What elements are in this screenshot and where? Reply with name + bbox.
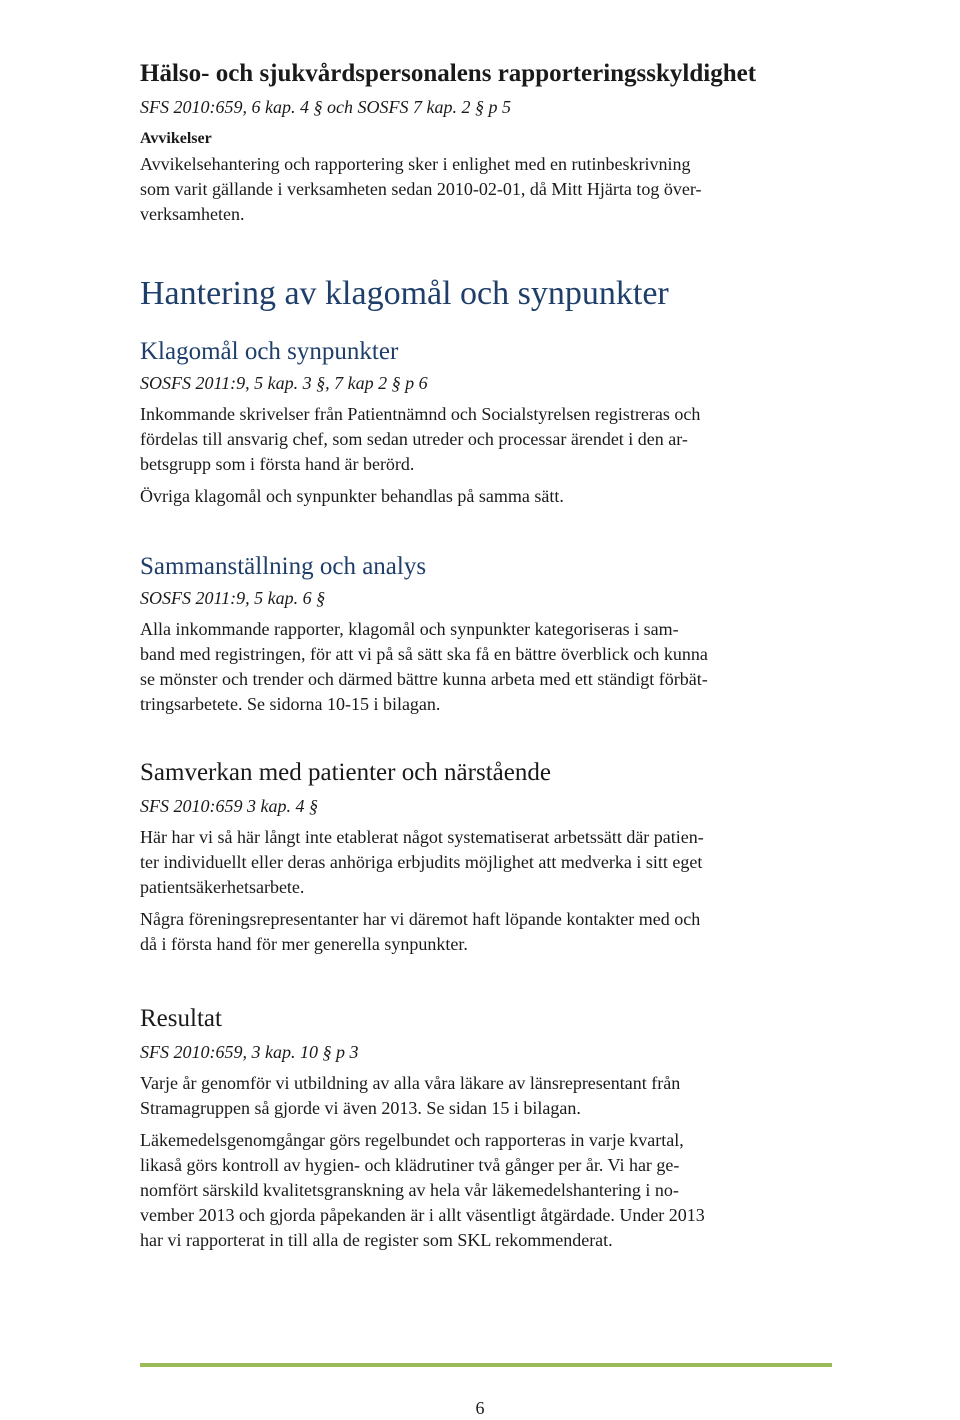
results-medication-paragraph	[140, 1128, 830, 1253]
complaints-paragraph	[140, 402, 830, 477]
analysis-subsection-title: Sammanställning och analys	[140, 553, 427, 580]
deviations-paragraph	[140, 152, 830, 227]
analysis-reference: SOSFS 2011:9, 5 kap. 6 §	[140, 588, 326, 608]
paragraph-line: ter individuellt eller deras anhöriga erbjudits möjlighet att medverka i sitt eget	[140, 852, 703, 872]
deviations-subheading: Avvikelser	[140, 130, 212, 147]
paragraph-line: Stramagruppen så gjorde vi även 2013. Se sidan 15 i bilagan.	[140, 1098, 581, 1118]
paragraph-line: nomfört särskild kvalitetsgranskning av hela vår läkemedelshantering i no-	[140, 1180, 679, 1200]
paragraph-line: har vi rapporterat in till alla de register som SKL rekommenderat.	[140, 1230, 613, 1250]
cooperation-paragraph	[140, 825, 830, 900]
reporting-duty-heading: Hälso- och sjukvårdspersonalens rapporteringsskyldighet	[140, 60, 757, 87]
paragraph-line: tringsarbetete. Se sidorna 10-15 i bilagan.	[140, 694, 441, 714]
complaints-section-title: Hantering av klagomål och synpunkter	[140, 275, 669, 312]
complaints-subsection-title: Klagomål och synpunkter	[140, 338, 399, 365]
complaints-other-paragraph	[140, 484, 830, 509]
analysis-paragraph	[140, 617, 830, 717]
paragraph-line: fördelas till ansvarig chef, som sedan utreder och processar ärendet i den ar-	[140, 429, 688, 449]
paragraph-line: Här har vi så här långt inte etablerat något systematiserat arbetssätt där patien-	[140, 827, 704, 847]
paragraph-line: Alla inkommande rapporter, klagomål och synpunkter kategoriseras i sam-	[140, 619, 679, 639]
paragraph-line: Läkemedelsgenomgångar görs regelbundet och rapporteras in varje kvartal,	[140, 1130, 684, 1150]
results-training-paragraph	[140, 1071, 830, 1121]
cooperation-reference: SFS 2010:659 3 kap. 4 §	[140, 796, 318, 816]
paragraph-line: se mönster och trender och därmed bättre kunna arbeta med ett ständigt förbät-	[140, 669, 708, 689]
paragraph-line: vember 2013 och gjorda påpekanden är i allt väsentligt åtgärdade. Under 2013	[140, 1205, 705, 1225]
paragraph-line: patientsäkerhetsarbete.	[140, 877, 305, 897]
paragraph-line: band med registringen, för att vi på så sätt ska få en bättre överblick och kunna	[140, 644, 708, 664]
paragraph-line: Inkommande skrivelser från Patientnämnd och Socialstyrelsen registreras och	[140, 404, 701, 424]
paragraph-line: då i första hand för mer generella synpunkter.	[140, 934, 468, 954]
document-page	[140, 58, 830, 1253]
paragraph-line: Några föreningsrepresentanter har vi däremot haft löpande kontakter med och	[140, 909, 701, 929]
results-reference: SFS 2010:659, 3 kap. 10 § p 3	[140, 1042, 359, 1062]
paragraph-line: betsgrupp som i första hand är berörd.	[140, 454, 415, 474]
results-subsection-title: Resultat	[140, 1005, 222, 1032]
page-number: 6	[475, 1398, 485, 1418]
cooperation-subsection-title: Samverkan med patienter och närstående	[140, 759, 551, 786]
paragraph-line: Övriga klagomål och synpunkter behandlas på samma sätt.	[140, 486, 564, 506]
complaints-reference: SOSFS 2011:9, 5 kap. 3 §, 7 kap 2 § p 6	[140, 373, 428, 393]
paragraph-line: Avvikelsehantering och rapportering sker i enlighet med en rutinbeskrivning	[140, 154, 691, 174]
paragraph-line: Varje år genomför vi utbildning av alla våra läkare av länsrepresentant från	[140, 1073, 681, 1093]
paragraph-line: verksamheten.	[140, 204, 245, 224]
paragraph-line: som varit gällande i verksamheten sedan 2010-02-01, då Mitt Hjärta tog över-	[140, 179, 702, 199]
reporting-duty-reference: SFS 2010:659, 6 kap. 4 § och SOSFS 7 kap. 2 § p 5	[140, 97, 511, 117]
paragraph-line: likaså görs kontroll av hygien- och klädrutiner två gånger per år. Vi har ge-	[140, 1155, 680, 1175]
footer-divider	[140, 1363, 832, 1367]
cooperation-associations-paragraph	[140, 907, 830, 957]
